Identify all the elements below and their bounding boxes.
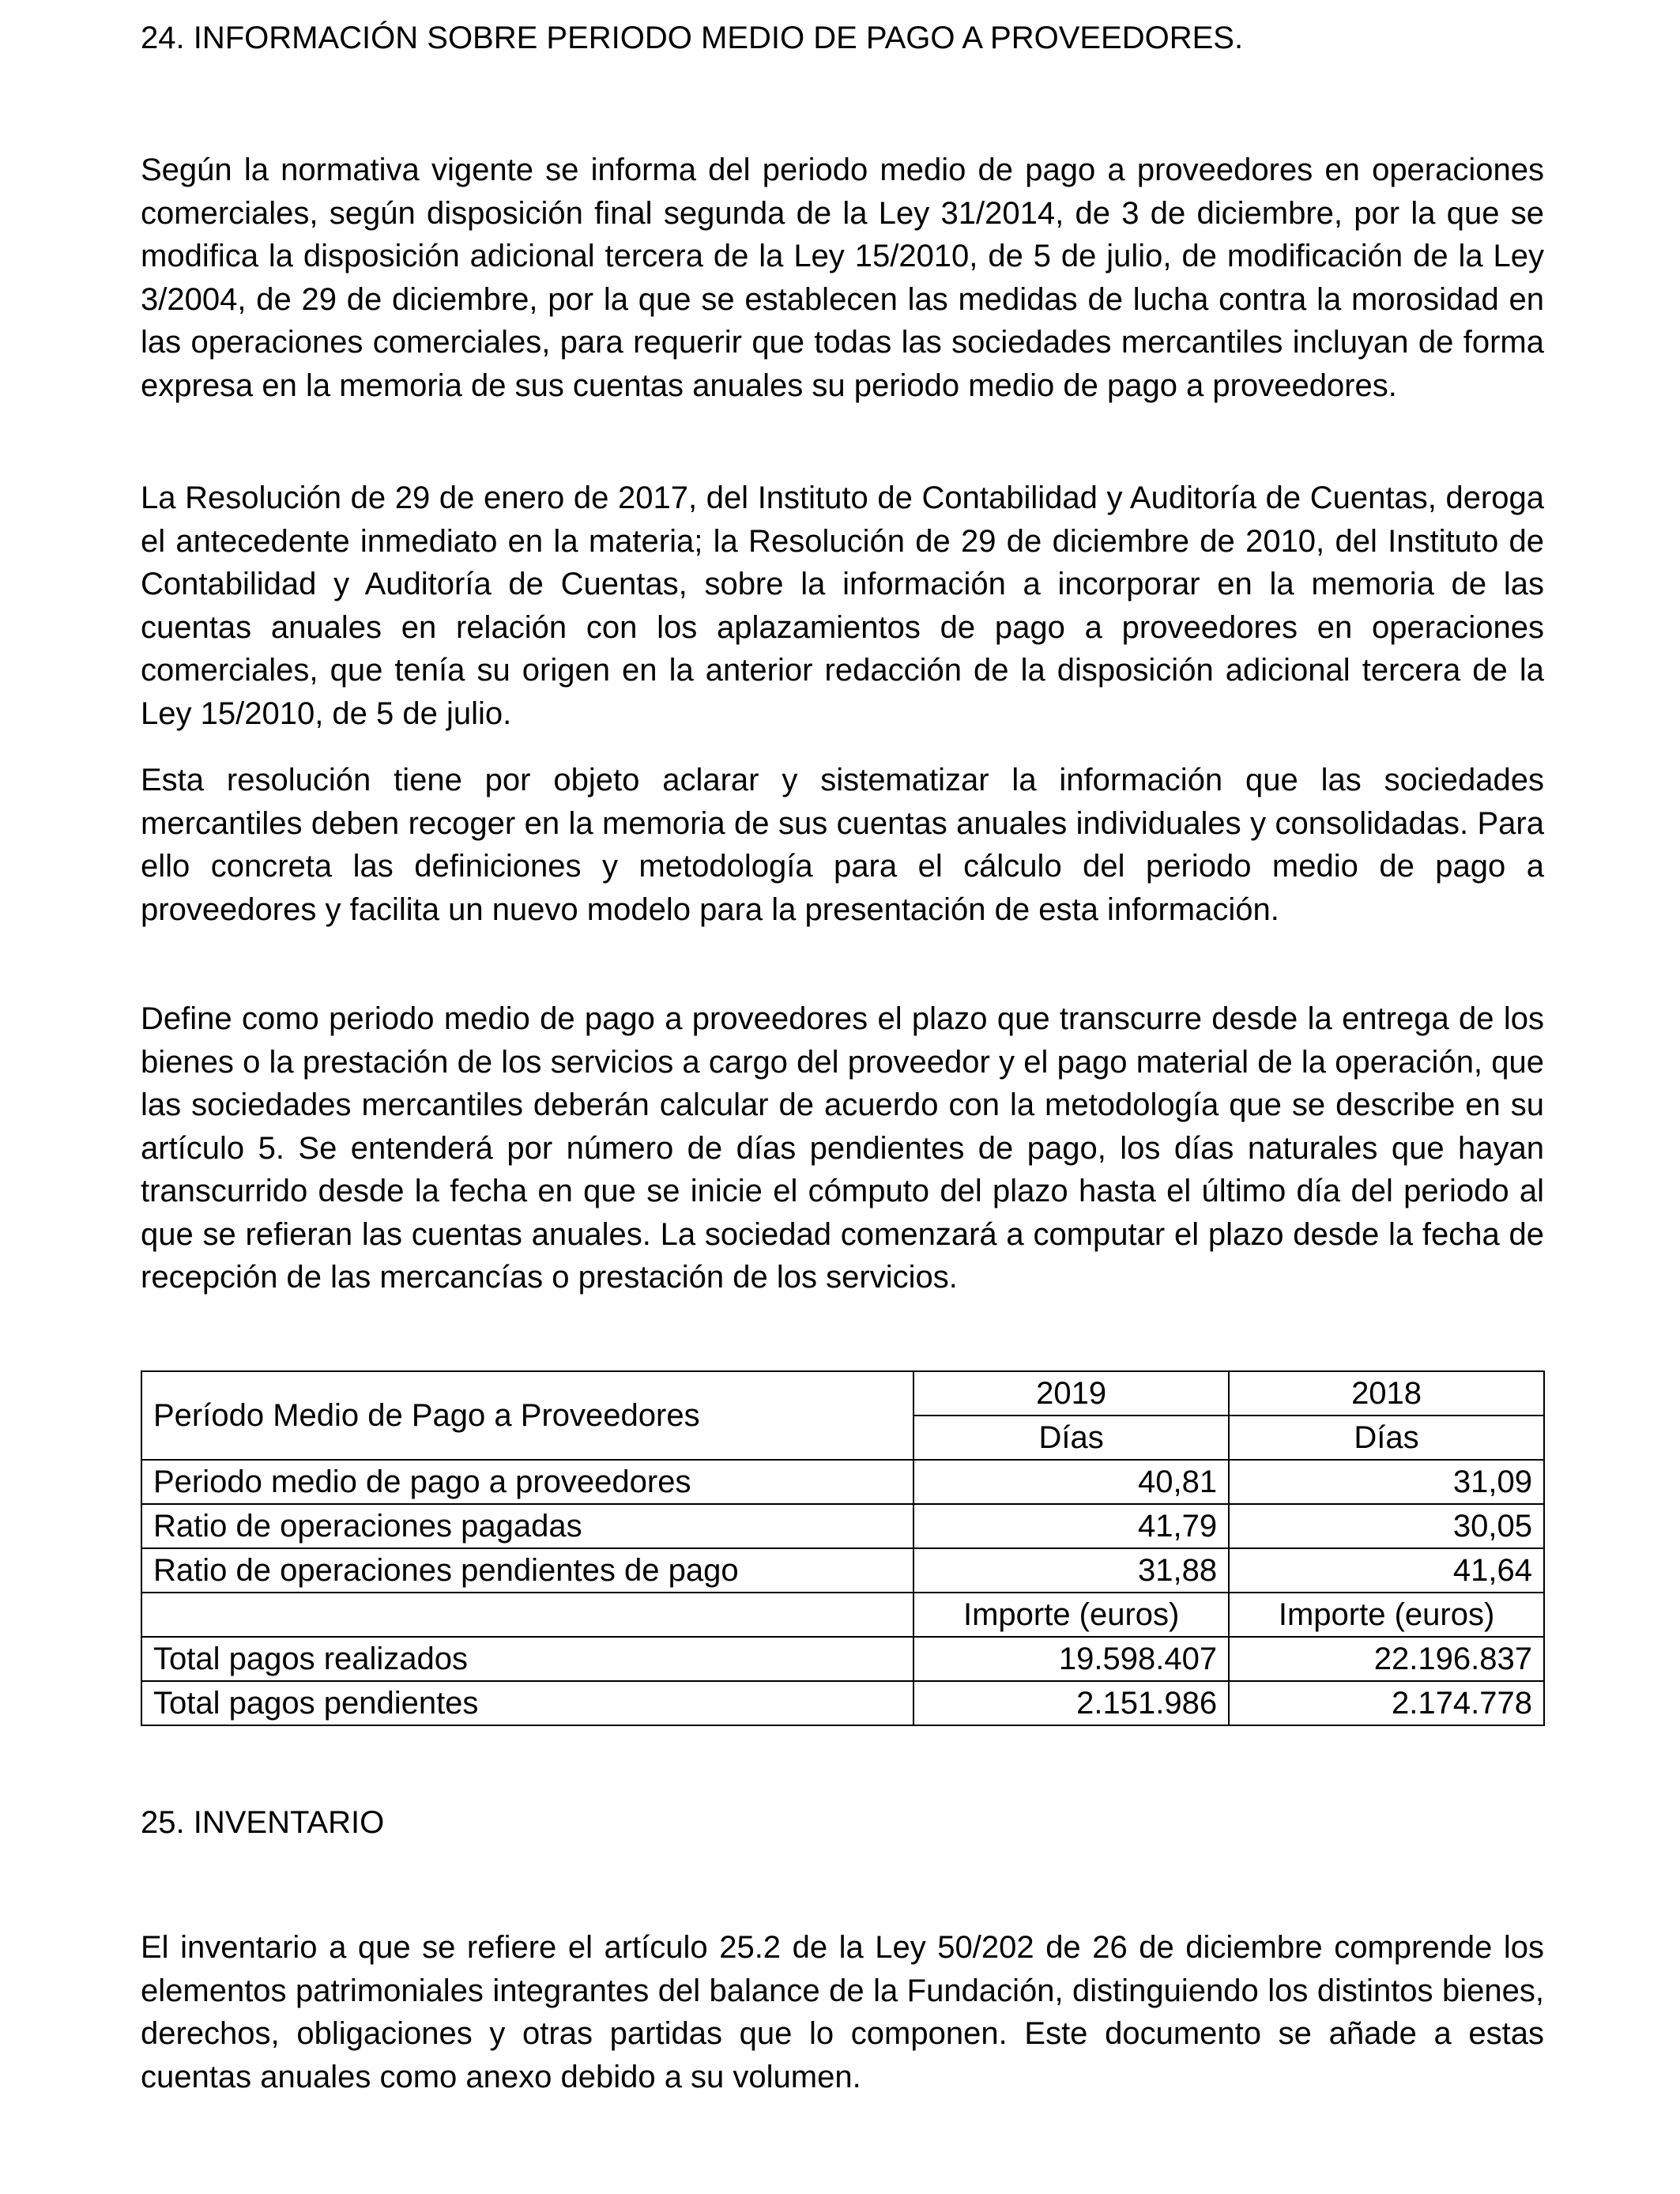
row-label: Total pagos pendientes <box>141 1681 913 1725</box>
section-24-paragraph-2: La Resolución de 29 de enero de 2017, del Instituto de Contabilidad y Auditoría de Cuentas, deroga el antecedente inmediato en la materia; la Resolución de 29 de diciembre de 2010, del Instituto de Contabilidad y Auditoría de Cuentas, sobre la información a incorporar en la memoria de las cuentas anuales en relación con los aplazamientos de pago a proveedores en operaciones comerciales, que tenía su origen en la anterior redacción de la disposición adicional tercera de la Ley 15/2010, de 5 de julio. <box>141 481 1544 731</box>
section-24-paragraph-3: Esta resolución tiene por objeto aclarar y sistematizar la información que las sociedades mercantiles deben recoger en la memoria de sus cuentas anuales individuales y consolidadas. Para ello concreta las definiciones y metodología para el cálculo del periodo medio de pago a proveedores y facilita un nuevo modelo para la presentación de esta información. <box>141 763 1544 927</box>
table-unit-days-2019: Días <box>913 1416 1229 1460</box>
section-24-paragraph-1: Según la normativa vigente se informa del periodo medio de pago a proveedores en operaciones comerciales, según disposición final segunda de la Ley 31/2014, de 3 de diciembre, por la que se modifica la disposición adicional tercera de la Ley 15/2010, de 5 de julio, de modificación de la Ley 3/2004, de 29 de diciembre, por la que se establecen las medidas de lucha contra la morosidad en las operaciones comerciales, para requerir que todas las sociedades mercantiles incluyan de forma expresa en la memoria de sus cuentas anuales su periodo medio de pago a proveedores. <box>141 153 1544 403</box>
table-row <box>141 1504 1544 1548</box>
row-value-2018: 2.174.778 <box>1229 1681 1544 1725</box>
row-value-2018: 41,64 <box>1229 1548 1544 1593</box>
row-label: Total pagos realizados <box>141 1637 913 1681</box>
row-label: Periodo medio de pago a proveedores <box>141 1460 913 1504</box>
table-row <box>141 1548 1544 1593</box>
table-unit-row-amount <box>141 1593 1544 1637</box>
table-row <box>141 1637 1544 1681</box>
row-value-2018: 31,09 <box>1229 1460 1544 1504</box>
table-header-label: Período Medio de Pago a Proveedores <box>141 1371 913 1460</box>
table-header-row <box>141 1371 1544 1416</box>
row-value-2018: 22.196.837 <box>1229 1637 1544 1681</box>
section-24-heading: 24. INFORMACIÓN SOBRE PERIODO MEDIO DE PAGO A PROVEEDORES. <box>141 21 1244 55</box>
payment-period-table <box>141 1370 1545 1726</box>
section-24-paragraph-4: Define como periodo medio de pago a proveedores el plazo que transcurre desde la entrega de los bienes o la prestación de los servicios a cargo del proveedor y el pago material de la operación, que las sociedades mercantiles deberán calcular de acuerdo con la metodología que se describe en su artículo 5. Se entenderá por número de días pendientes de pago, los días naturales que hayan transcurrido desde la fecha en que se inicie el cómputo del plazo hasta el último día del periodo al que se refieran las cuentas anuales. La sociedad comenzará a computar el plazo desde la fecha de recepción de las mercancías o prestación de los servicios. <box>141 1001 1544 1295</box>
row-value-2019: 40,81 <box>913 1460 1229 1504</box>
row-value-2019: 41,79 <box>913 1504 1229 1548</box>
table-header-year-2019: 2019 <box>913 1371 1229 1416</box>
section-25-paragraph: El inventario a que se refiere el artículo 25.2 de la Ley 50/202 de 26 de diciembre comprende los elementos patrimoniales integrantes del balance de la Fundación, distinguiendo los distintos bienes, derechos, obligaciones y otras partidas que lo componen. Este documento se añade a estas cuentas anuales como anexo debido a su volumen. <box>141 1930 1544 2094</box>
section-25-heading: 25. INVENTARIO <box>141 1805 385 1840</box>
empty-cell <box>141 1593 913 1637</box>
table-row <box>141 1681 1544 1725</box>
table-unit-days-2018: Días <box>1229 1416 1544 1460</box>
table-header-year-2018: 2018 <box>1229 1371 1544 1416</box>
table-unit-amount-2018: Importe (euros) <box>1229 1593 1544 1637</box>
row-value-2019: 19.598.407 <box>913 1637 1229 1681</box>
row-value-2018: 30,05 <box>1229 1504 1544 1548</box>
row-value-2019: 2.151.986 <box>913 1681 1229 1725</box>
row-label: Ratio de operaciones pagadas <box>141 1504 913 1548</box>
table-row <box>141 1460 1544 1504</box>
table-unit-amount-2019: Importe (euros) <box>913 1593 1229 1637</box>
row-value-2019: 31,88 <box>913 1548 1229 1593</box>
row-label: Ratio de operaciones pendientes de pago <box>141 1548 913 1593</box>
